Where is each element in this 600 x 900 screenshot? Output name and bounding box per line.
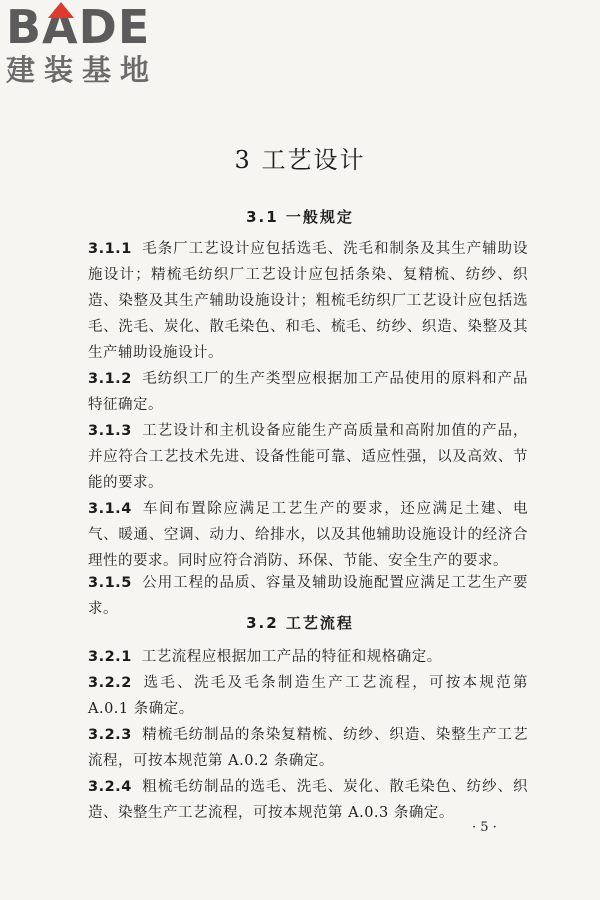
chapter-title: 3 工艺设计 [234, 146, 366, 174]
clause-text: 精梳毛纺制品的条染复精梳、纺纱、织造、染整生产工艺流程，可按本规范第 A.0.2 条确定。 [88, 727, 528, 769]
bade-logo [6, 2, 176, 88]
clause-text: 选毛、洗毛及毛条制造生产工艺流程，可按本规范第 A.0.1 条确定。 [88, 675, 528, 717]
clause-number: 3.2.4 [88, 779, 132, 795]
clause-3-1-4 [88, 496, 528, 574]
logo-accent-triangle [48, 2, 74, 18]
section-title-3-1: 3.1 一般规定 [246, 208, 354, 226]
clause-number: 3.1.2 [88, 371, 132, 387]
clause-text: 车间布置除应满足工艺生产的要求，还应满足土建、电气、暖通、空调、动力、给排水，以及其他辅助设施设计的经济合理性的要求。同时应符合消防、环保、节能、安全生产的要求。 [88, 501, 528, 569]
clause-number: 3.1.4 [88, 501, 132, 517]
clause-3-2-1 [88, 644, 528, 670]
logo-word: BADE [6, 0, 151, 54]
clause-text: 工艺流程应根据加工产品的特征和规格确定。 [141, 649, 442, 665]
clause-number: 3.1.3 [88, 423, 132, 439]
clause-number: 3.1.5 [88, 575, 132, 591]
page-number: · 5 · [472, 820, 497, 835]
clause-number: 3.2.1 [88, 649, 132, 665]
clause-text: 毛条厂工艺设计应包括选毛、洗毛和制条及其生产辅助设施设计；精梳毛纺织厂工艺设计应包括条染、复精梳、纺纱、织造、染整及其生产辅助设施设计；粗梳毛纺织厂工艺设计应包括选毛、洗毛、炭化、散毛染色、和毛、梳毛、纺纱、织造、染整及其生产辅助设施设计。 [88, 241, 528, 361]
section-title-3-2: 3.2 工艺流程 [246, 614, 354, 632]
clause-text: 粗梳毛纺制品的选毛、洗毛、炭化、散毛染色、纺纱、织造、染整生产工艺流程，可按本规范第 A.0.3 条确定。 [88, 779, 528, 821]
clause-3-2-4 [88, 774, 528, 826]
clause-3-2-2 [88, 670, 528, 722]
clause-3-2-3 [88, 722, 528, 774]
clause-text: 公用工程的品质、容量及辅助设施配置应满足工艺生产要求。 [88, 575, 528, 617]
clause-3-1-1 [88, 236, 528, 366]
clause-number: 3.1.1 [88, 241, 132, 257]
clause-number: 3.2.2 [88, 675, 132, 691]
clause-3-1-3 [88, 418, 528, 496]
logo-subtitle: 建装基地 [6, 53, 159, 87]
clause-3-1-2 [88, 366, 528, 418]
clause-number: 3.2.3 [88, 727, 132, 743]
clause-text: 工艺设计和主机设备应能生产高质量和高附加值的产品，并应符合工艺技术先进、设备性能可靠、适应性强，以及高效、节能的要求。 [88, 423, 528, 491]
clause-text: 毛纺织工厂的生产类型应根据加工产品使用的原料和产品特征确定。 [88, 371, 528, 413]
